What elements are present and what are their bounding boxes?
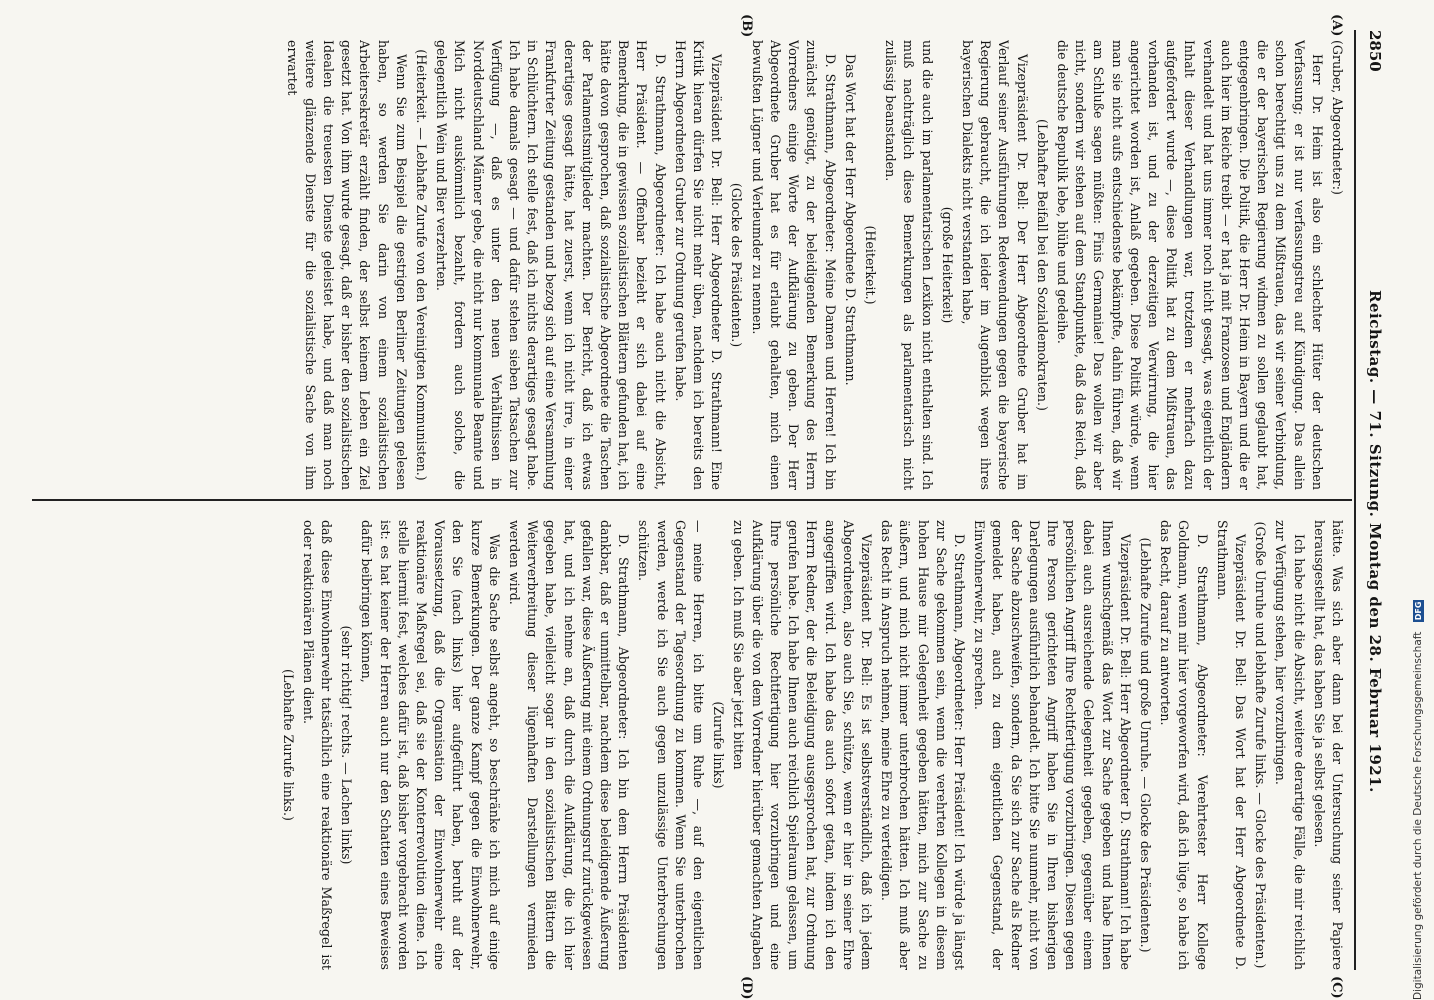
page-number: 2850 [1366,30,1384,72]
paragraph: Ich habe nicht die Absicht, weitere derartige Fälle, die mir reichlich zur Verfügung stehen, hier vorzubringen. [1273,520,1307,970]
margin-marker-a: (A) [1329,14,1344,37]
margin-marker-d: (D) [739,976,754,1000]
stage-direction: (Zurufe links) [711,701,727,789]
stage-direction: (sehr richtig! rechts. — Lachen links) [339,625,355,865]
paragraph: Herr Dr. Heim ist also ein schlechter Hüter der deutschen Verfassung; er ist nur verfassungstreu auf Kündigung. Das allein schon berechtigt uns zu dem Mißtrauen, das wir seiner Verbindung, die er der bayerischen Regierung widmen zu sollen geglaubt hat, entgegenbringen. Die Politik, die Herr Dr. Heim in Bayern und die er auch hier im Reiche treibt — er hat ja mit Franzosen und Engländern verhandelt und hat uns immer noch nicht gesagt, was eigentlich der Inhalt dieser Verhandlungen war, trotzdem er mehrfach dazu aufgefordert wurde —, diese Politik hat zu dem Mißtrauen, das vorhanden ist, und zu der derzeitigen Verwirrung, die hier angerichtet worden ist, Anlaß gegeben. Diese Politik würde, wenn man sie nicht aufs entschiedenste bekämpfte, dahin führen, daß wir am Schluße sagen müßten: Finis Germaniae! Das wollen wir aber nicht, sondern wir stehen auf dem Standpunkte, daß das Reich, daß die deutsche Republik lebe, blühe und gedeihe. [1054,40,1325,490]
paragraph: (Gruber, Abgeordneter:) [1330,40,1345,195]
stage-direction: (Lebhafte Zurufe und große Unruhe. — Glocke des Präsidenten.) [1137,537,1153,953]
stage-direction: (Glocke des Präsidenten.) [729,182,745,348]
column-rule [32,499,1352,501]
paragraph: Vizepräsident Dr. Bell: Herr Abgeordneter D. Strathmann! Ich habe Ihnen wunschgemäß das Wort zur Sache gegeben und habe Ihnen dabei auch ausreichende Gelegenheit gegeben, gegenüber einem persönlichen Angriff Ihre Rechtfertigung vorzubringen. Diesen gegen Ihre Person gerichteten Angriff haben Sie in Ihren bisherigen Darlegungen ausführlich behandelt. Ich bitte Sie nunmehr, nicht von der Sache abzuschweifen, sondern, da Sie sich zur Sache als Redner gemeldet haben, auch zu dem eigentlichen Gegenstand, der Einwohnerwehr, zu sprechen. [972,520,1133,970]
paragraph: Das Wort hat der Herr Abgeordnete D. Strathmann. [842,54,858,386]
paragraph: — meine Herren, ich bitte um Ruhe —, auf den eigentlichen Gegenstand der Tagesordnung zu kommen. Wenn Sie unterbrochen werden, werde ich Sie auch gegen unzulässige Unterbrechungen schützen. [636,520,707,970]
paragraph: Was die Sache selbst angeht, so beschränke ich mich auf einige kurze Bemerkungen. Der ganze Kampf gegen die Einwohnerwehr, den Sie (nach links) hier aufgeführt haben, beruht auf der Voraussetzung, daß die Organisation der Einwohnerwehr eine reaktionäre Maßregel sei, daß sie der Konterrevolution diene. Ich stelle hiermit fest, welches dafür ist, daß bisher vorgebracht worden ist: es hat keiner der Herren auch nur den Schatten eines Beweises dafür beibringen können, [359,520,502,970]
paragraph: und die auch im parlamentarischen Lexikon nicht enthalten sind. Ich muß nachträglich diese Bemerkungen als parlamentarisch nicht zulässig beanstanden. [883,40,935,490]
digitization-credit: Digitalisierung gefördert durch die Deutsche Forschungsgemeinschaft [1412,631,1424,1000]
paragraph: Vizepräsident Dr. Bell: Es ist selbstverständlich, daß ich jedem Abgeordneten, also auch Sie, schütze, wenn er hier in seiner Ehre angegriffen wird. Ich habe das auch sofort getan, indem ich den Herrn Redner, der die Beleidigung ausgesprochen hat, zur Ordnung gerufen habe. Ich habe Ihnen auch reichlich Spielraum gelassen, um Ihre persönliche Rechtfertigung hier vorzubringen und eine Aufklärung über die von dem Vorredner hierüber gemachten Angaben zu geben. Ich muß Sie aber jetzt bitten [731,520,874,970]
page-header [1360,30,1390,970]
dfg-logo: DFG [1414,601,1423,621]
paragraph: hätte. Was sich aber dann bei der Untersuchung seiner Papiere herausgestellt hat, das haben Sie ja selbst gelesen. [1311,520,1345,970]
paragraph: D. Strathmann, Abgeordneter: Meine Damen und Herren! Ich bin zunächst genötigt, zu der beleidigenden Bemerkung des Herrn Vorredners einige Worte der Aufklärung zu geben. Der Herr Abgeordnete Gruber hat es für erlaubt gehalten, mich einen bewußten Lügner und Verleumder zu nennen. [749,40,838,490]
paragraph: daß diese Einwohnerwehr tatsächlich eine reaktionäre Maßregel ist oder reaktionären Plänen dient. [300,520,335,970]
paragraph: D. Strathmann, Abgeordneter: Ich bin dem Herrn Präsidenten dankbar, daß er unmittelbar, nachdem diese beleidigende Äußerung gefallen war, diese Äußerung mit einem Ordnungsruf zurückgewiesen hat, und ich nehme an, daß durch die Aufklärung, die ich hier gegeben habe, vielleicht sogar in den sozialistischen Blättern die Weiterverbreitung dieser lügenhaften Darstellungen vermieden werden wird. [507,520,632,970]
paragraph: D. Strathmann, Abgeordneter: Verehrtester Herr Kollege Goldmann, wenn mir hier vorgeworfen wird, daß ich lüge, so habe ich das Recht, darauf zu antworten. [1158,520,1210,970]
paragraph: Wenn Sie zum Beispiel die gestrigen Berliner Zeitungen gelesen haben, so werden Sie darin von einem sozialistischen Arbeitersekretär erzählt finden, der selbst keinem Leben ein Ziel gesetzt hat. Von ihm wurde gesagt, daß er bisher den sozialistischen Idealen die treuesten Dienste geleistet habe, und daß man noch weitere glänzende Dienste für die sozialistische Sache von ihm erwartet [284,40,409,490]
page-title: Reichstag. — 71. Sitzung. Montag den 28. Februar 1921. [1366,290,1384,793]
stage-direction: (Heiterkeit. — Lebhafte Zurufe von den Vereinigten Kommunisten.) [414,49,430,481]
margin-marker-c: (C) [1329,976,1344,999]
paragraph: Vizepräsident Dr. Bell: Der Herr Abgeordnete Gruber hat im Verlauf seiner Ausführungen Redewendungen gegen die bayerische Regierung gebraucht, die ich leider im Augenblick wegen ihres bayerischen Dialekts nicht verstanden habe, [959,40,1030,490]
header-rule [1354,30,1356,970]
stage-direction: (Große Unruhe und lebhafte Zurufe links. — Glocke des Präsidenten.) [1253,521,1269,969]
left-column [36,40,1346,490]
right-column [36,520,1346,970]
paragraph: Vizepräsident Dr. Bell: Herr Abgeordneter D. Strathmann! Eine Kritik hieran dürfen Sie nicht mehr üben, nachdem ich bereits den Herrn Abgeordneten Gruber zur Ordnung gerufen habe. [672,40,725,490]
paragraph: Vizepräsident Dr. Bell: Das Wort hat der Herr Abgeordnete D. Strathmann. [1214,520,1248,970]
stage-direction: (große Heiterkeit) [939,206,955,324]
paragraph: D. Strathmann, Abgeordneter: Herr Präsident! Ich würde ja längst zur Sache gekommen sein, wenn die verehrten Kollegen in diesem hohen Hause mir Gelegenheit gegeben hätten, mich zur Sache zu äußern, und mich nicht immer unterbrochen hätten. Ich muß aber das Recht in Anspruch nehmen, meine Ehre zu verteidigen. [879,520,967,970]
stage-direction: (Lebhafter Beifall bei den Sozialdemokraten.) [1034,119,1050,411]
margin-marker-b: (B) [739,14,754,38]
stage-direction: (Lebhafte Zurufe links.) [280,669,296,821]
stage-direction: (Heiterkeit.) [862,225,878,305]
paragraph: D. Strathmann, Abgeordneter: Ich habe auch nicht die Absicht, Herr Präsident. — Offenbar bezieht er sich dabei auf eine Bemerkung, die in gewissen sozialistischen Blättern gefunden hat, ich hätte davon gesprochen, daß sozialistische Abgeordnete die Taschen der Parlamentsmitglieder machten. Der Bericht, daß ich etwas derartiges gesagt hätte, hat zuerst, wenn ich nicht irre, in einer Frankfurter Zeitung gestanden und bezog sich auf eine Versammlung in Schlüchtern. Ich stelle fest, daß ich nichts derartiges gesagt habe. Ich habe damals gesagt — und dafür stehen sieben Tatsachen zur Verfügung —, daß es unter den neuen Verhältnissen in Norddeutschland Männer gebe, die nicht nur kommunale Beamte und Mich nicht auskömmlich bezahlt, fordern auch solche, die gelegentlich Wein und Bier verzehrten. [434,40,668,490]
